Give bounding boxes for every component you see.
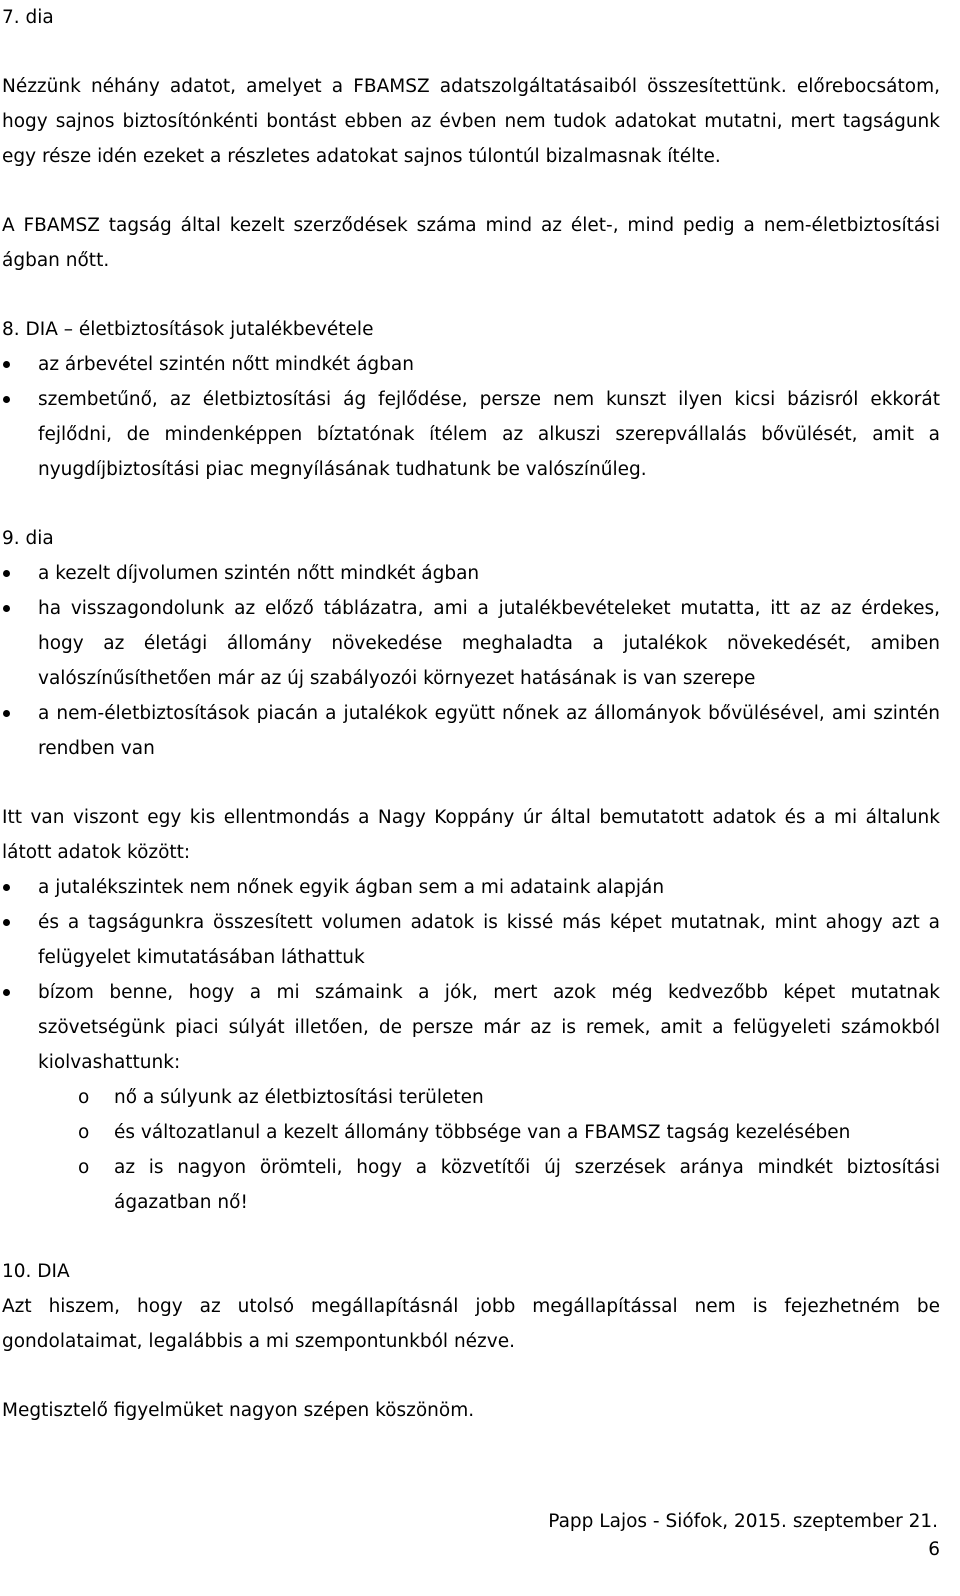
slide9-bullet-5: és a tagságunkra összesített volumen adatok is kissé más képet mutatnak, mint ahogy azt a felügyelet kimutatásában láthattuk xyxy=(2,905,940,975)
slide9-bullet-1: a kezelt díjvolumen szintén nőtt mindkét ágban xyxy=(2,556,940,591)
slide8-heading: 8. DIA – életbiztosítások jutalékbevétele xyxy=(2,319,374,340)
sub-bullet-marker: o xyxy=(78,1157,90,1178)
slide9-sub-bullet-3 xyxy=(2,1150,940,1220)
slide10-paragraph: Azt hiszem, hogy az utolsó megállapításnál jobb megállapítással nem is fejezhetném be gondolataimat, legalábbis a mi szempontunkból nézve. xyxy=(2,1296,940,1352)
slide9-heading: 9. dia xyxy=(2,528,54,549)
slide7-paragraph-1: Nézzünk néhány adatot, amelyet a FBAMSZ adatszolgáltatásaiból összesítettünk. előrebocsátom, hogy sajnos biztosítónkénti bontást ebben az évben nem tudok adatokat mutatni, mert tagságunk egy része idén ezeket a részletes adatokat sajnos túlontúl bizalmasnak ítélte. xyxy=(2,76,940,167)
slide9-paragraph: Itt van viszont egy kis ellentmondás a Nagy Koppány úr által bemutatott adatok és a mi általunk látott adatok között: xyxy=(2,807,940,863)
slide9-sub-bullet-1 xyxy=(2,1080,940,1115)
spacer xyxy=(2,278,940,312)
spacer xyxy=(2,1220,940,1254)
spacer xyxy=(2,487,940,521)
slide7-paragraph-2: A FBAMSZ tagság által kezelt szerződések száma mind az élet-, mind pedig a nem-életbiztosítási ágban nőtt. xyxy=(2,215,940,271)
slide9-bullet-2: ha visszagondolunk az előző táblázatra, ami a jutalékbevételeket mutatta, itt az az érdekes, hogy az életági állomány növekedése meghaladta a jutalékok növekedését, amiben valószínűsíthetően már az új szabályozói környezet hatásának is van szerepe xyxy=(2,591,940,696)
spacer xyxy=(2,35,940,69)
slide9-bullet-4: a jutalékszintek nem nőnek egyik ágban sem a mi adataink alapján xyxy=(2,870,940,905)
slide9-bullet-6: bízom benne, hogy a mi számaink a jók, mert azok még kedvezőbb képet mutatnak szövetségünk piaci súlyát illetően, de persze már az is remek, amit a felügyeleti számokból kiolvashattunk: xyxy=(2,975,940,1080)
footer-signature: Papp Lajos - Siófok, 2015. szeptember 21. xyxy=(548,1511,938,1532)
document-body xyxy=(2,0,940,1428)
sub-bullet-marker: o xyxy=(78,1122,90,1143)
slide10-heading: 10. DIA xyxy=(2,1261,70,1282)
closing-line: Megtisztelő figyelmüket nagyon szépen köszönöm. xyxy=(2,1400,475,1421)
page-footer xyxy=(548,1508,938,1564)
spacer xyxy=(2,1359,940,1393)
sub-bullet-text: és változatlanul a kezelt állomány többsége van a FBAMSZ tagság kezelésében xyxy=(114,1122,851,1143)
page-number: 6 xyxy=(928,1539,940,1560)
spacer xyxy=(2,174,940,208)
spacer xyxy=(2,766,940,800)
slide7-heading: 7. dia xyxy=(2,7,54,28)
sub-bullet-text: nő a súlyunk az életbiztosítási területen xyxy=(114,1087,484,1108)
slide9-bullet-3: a nem-életbiztosítások piacán a jutalékok együtt nőnek az állományok bővülésével, ami szintén rendben van xyxy=(2,696,940,766)
slide8-bullet-2: szembetűnő, az életbiztosítási ág fejlődése, persze nem kunszt ilyen kicsi bázisról ekkorát fejlődni, de mindenképpen bíztatónak ítélem az alkuszi szerepvállalás bővülését, amit a nyugdíjbiztosítási piac megnyílásának tudhatunk be valószínűleg. xyxy=(2,382,940,487)
sub-bullet-text: az is nagyon örömteli, hogy a közvetítői új szerzések aránya mindkét biztosítási ágazatban nő! xyxy=(114,1157,940,1213)
slide9-sub-bullet-2 xyxy=(2,1115,940,1150)
slide8-bullet-1: az árbevétel szintén nőtt mindkét ágban xyxy=(2,347,940,382)
sub-bullet-marker: o xyxy=(78,1087,90,1108)
